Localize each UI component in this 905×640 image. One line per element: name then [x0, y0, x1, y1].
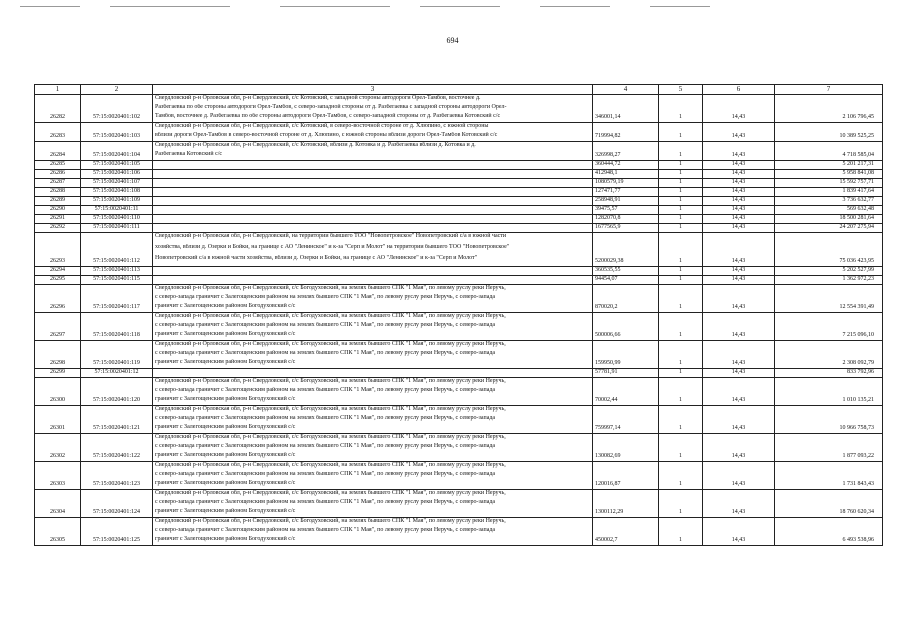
rate-value: 14,43 — [703, 94, 775, 122]
rate-value: 14,43 — [703, 377, 775, 405]
location-description — [153, 94, 593, 122]
area-value: 1677565,9 — [593, 223, 659, 232]
cadastral-value: 1 731 843,43 — [775, 461, 883, 489]
description-line: хозяйства, вблизи д. Озерки и Бойки, на границе с АО "Ленинское" и к-за "Серп и Молот" на территории бывшего ТОО "Новопетровское" — [155, 243, 510, 250]
rate-value: 14,43 — [703, 214, 775, 223]
coefficient-value: 1 — [659, 196, 703, 205]
rate-value: 14,43 — [703, 232, 775, 266]
description-line: Новопетровский с/а в южной части хозяйства, вблизи д. Озерки и Бойки, на границе с АО "Ленинское" и к-за "Серп и Молот" — [155, 254, 478, 261]
location-description — [153, 214, 593, 223]
area-value: 258948,91 — [593, 196, 659, 205]
coefficient-value: 1 — [659, 517, 703, 545]
row-number: 26292 — [35, 223, 81, 232]
area-value: 346001,14 — [593, 94, 659, 122]
row-number: 26299 — [35, 368, 81, 377]
table-row — [35, 284, 883, 312]
row-number: 26283 — [35, 122, 81, 141]
cadastral-number: 57:15:0020401:110 — [81, 214, 153, 223]
table-row — [35, 187, 883, 196]
cadastral-value: 1 010 135,21 — [775, 377, 883, 405]
cadastral-value: 1 877 093,22 — [775, 433, 883, 461]
coefficient-value: 1 — [659, 232, 703, 266]
description-line: Свердловский р-н Орловская обл, р-н Свердловский, с/с Богодуховский, на землях бывшего СПК "1 Мая", по левому руслу реки Неручь, — [155, 377, 506, 384]
cadastral-number: 57:15:0020401:12 — [81, 368, 153, 377]
table-row — [35, 223, 883, 232]
scan-artifact-line — [420, 6, 500, 7]
location-description — [153, 405, 593, 433]
location-description — [153, 340, 593, 368]
location-description — [153, 377, 593, 405]
row-number: 26303 — [35, 461, 81, 489]
table-row — [35, 160, 883, 169]
table-row — [35, 214, 883, 223]
column-header: 5 — [659, 85, 703, 95]
area-value: 1282070,8 — [593, 214, 659, 223]
row-number: 26300 — [35, 377, 81, 405]
area-value: 5200029,38 — [593, 232, 659, 266]
scan-artifact-line — [650, 6, 710, 7]
area-value: 70002,44 — [593, 377, 659, 405]
coefficient-value: 1 — [659, 141, 703, 160]
cadastral-number: 57:15:0020401:104 — [81, 141, 153, 160]
row-number: 26287 — [35, 178, 81, 187]
description-line: граничит с Залегощенским районом Богодуховский с/с — [155, 507, 296, 514]
area-value: 412948,1 — [593, 169, 659, 178]
rate-value: 14,43 — [703, 160, 775, 169]
description-line: граничит с Залегощенским районом Богодуховский с/с — [155, 423, 296, 430]
location-description — [153, 223, 593, 232]
area-value: 127471,77 — [593, 187, 659, 196]
row-number: 26294 — [35, 266, 81, 275]
description-line: Свердловский р-н Орловская обл, р-н Свердловский, с/с Богодуховский, на землях бывшего СПК "1 Мая", по левому руслу реки Неручь, — [155, 405, 506, 412]
coefficient-value: 1 — [659, 489, 703, 517]
rate-value: 14,43 — [703, 205, 775, 214]
cadastral-value: 833 792,96 — [775, 368, 883, 377]
description-line: с северо-запада граничит с Залегощенским районом на землях бывшего СПК "1 Мая", по левому руслу реки Неручь, с северо-запада — [155, 386, 496, 393]
column-header: 1 — [35, 85, 81, 95]
cadastral-value: 1 839 417,64 — [775, 187, 883, 196]
cadastral-number: 57:15:0020401:11 — [81, 205, 153, 214]
location-description — [153, 266, 593, 275]
area-value: 719994,82 — [593, 122, 659, 141]
cadastral-value: 4 718 585,04 — [775, 141, 883, 160]
table-row — [35, 122, 883, 141]
coefficient-value: 1 — [659, 223, 703, 232]
cadastral-value: 5 958 841,08 — [775, 169, 883, 178]
location-description — [153, 178, 593, 187]
description-line: с северо-запада граничит с Залегощенским районом на землях бывшего СПК "1 Мая", по левому руслу реки Неручь, с северо-запада — [155, 349, 496, 356]
column-header: 4 — [593, 85, 659, 95]
location-description — [153, 284, 593, 312]
cadastral-value: 1 362 972,23 — [775, 275, 883, 284]
coefficient-value: 1 — [659, 187, 703, 196]
table-row — [35, 340, 883, 368]
rate-value: 14,43 — [703, 275, 775, 284]
location-description — [153, 160, 593, 169]
row-number: 26305 — [35, 517, 81, 545]
cadastral-number: 57:15:0020401:102 — [81, 94, 153, 122]
description-line: с северо-запада граничит с Залегощенским районом на землях бывшего СПК "1 Мая", по левому руслу реки Неручь, с северо-запада — [155, 470, 496, 477]
scan-artifact-line — [110, 6, 230, 7]
location-description — [153, 196, 593, 205]
rate-value: 14,43 — [703, 187, 775, 196]
table-row — [35, 169, 883, 178]
description-line: с северо-запада граничит с Залегощенским районом на землях бывшего СПК "1 Мая", по левому руслу реки Неручь, с северо-запада — [155, 321, 496, 328]
rate-value: 14,43 — [703, 141, 775, 160]
coefficient-value: 1 — [659, 160, 703, 169]
cadastral-number: 57:15:0020401:115 — [81, 275, 153, 284]
location-description — [153, 205, 593, 214]
row-number: 26290 — [35, 205, 81, 214]
location-description — [153, 141, 593, 160]
cadastral-number: 57:15:0020401:105 — [81, 160, 153, 169]
table-row — [35, 141, 883, 160]
table-row — [35, 232, 883, 266]
cadastral-value: 6 493 538,96 — [775, 517, 883, 545]
cadastral-value: 569 632,48 — [775, 205, 883, 214]
table-row — [35, 275, 883, 284]
area-value: 57781,91 — [593, 368, 659, 377]
cadastral-number: 57:15:0020401:117 — [81, 284, 153, 312]
description-line: граничит с Залегощенским районом Богодуховский с/с — [155, 358, 296, 365]
coefficient-value: 1 — [659, 214, 703, 223]
cadastral-value: 75 036 423,95 — [775, 232, 883, 266]
cadastral-number: 57:15:0020401:108 — [81, 187, 153, 196]
location-description — [153, 169, 593, 178]
location-description — [153, 517, 593, 545]
rate-value: 14,43 — [703, 178, 775, 187]
area-value: 39475,57 — [593, 205, 659, 214]
description-line: Тамбов, восточнее д. Разбегаевка по обе стороны автодороги Орел-Тамбов, с северо-западной стороны от д. Разбегаевка Котовский с/с — [155, 112, 501, 119]
area-value: 94454,07 — [593, 275, 659, 284]
coefficient-value: 1 — [659, 205, 703, 214]
location-description — [153, 275, 593, 284]
description-line: Разбегаевка по обе стороны автодороги Орел-Тамбов, с северо-западной стороны от д. Разбегаевка с западной стороны автодороги Орел- — [155, 103, 507, 110]
scan-artifact-line — [20, 6, 80, 7]
cadastral-value: 2 106 796,45 — [775, 94, 883, 122]
area-value: 159950,99 — [593, 340, 659, 368]
table-row — [35, 266, 883, 275]
description-line: с северо-запада граничит с Залегощенским районом на землях бывшего СПК "1 Мая", по левому руслу реки Неручь, с северо-запада — [155, 526, 496, 533]
description-line: Свердловский р-н Орловская обл, р-н Свердловский, с/с Котовский, в северо-восточной стороне от д. Хлюпино, с южной стороны — [155, 122, 489, 129]
row-number: 26298 — [35, 340, 81, 368]
column-header: 3 — [153, 85, 593, 95]
row-number: 26295 — [35, 275, 81, 284]
description-line: Свердловский р-н Орловская обл, р-н Свердловский, с/с Котовский, с западной стороны автодороги Орел-Тамбов, восточнее д. — [155, 94, 481, 101]
cadastral-number: 57:15:0020401:112 — [81, 232, 153, 266]
description-line: Свердловский р-н Орловская обл, р-н Свердловский, с/с Богодуховский, на землях бывшего СПК "1 Мая", по левому руслу реки Неручь, — [155, 433, 506, 440]
area-value: 500006,66 — [593, 312, 659, 340]
coefficient-value: 1 — [659, 312, 703, 340]
coefficient-value: 1 — [659, 340, 703, 368]
coefficient-value: 1 — [659, 284, 703, 312]
rate-value: 14,43 — [703, 266, 775, 275]
cadastral-number: 57:15:0020401:109 — [81, 196, 153, 205]
description-line: граничит с Залегощенским районом Богодуховский с/с — [155, 479, 296, 486]
description-line: Свердловский р-н Орловская обл, р-н Свердловский, на территории бывшего ТОО "Новопетровское" Новопетровский с/а в южной части — [155, 232, 507, 239]
rate-value: 14,43 — [703, 196, 775, 205]
row-number: 26286 — [35, 169, 81, 178]
row-number: 26293 — [35, 232, 81, 266]
cadastral-number: 57:15:0020401:120 — [81, 377, 153, 405]
table-row — [35, 368, 883, 377]
cadastral-value: 2 308 092,79 — [775, 340, 883, 368]
row-number: 26285 — [35, 160, 81, 169]
table-row — [35, 205, 883, 214]
description-line: Свердловский р-н Орловская обл, р-н Свердловский, с/с Богодуховский, на землях бывшего СПК "1 Мая", по левому руслу реки Неручь, — [155, 312, 506, 319]
column-header: 6 — [703, 85, 775, 95]
cadastral-number: 57:15:0020401:103 — [81, 122, 153, 141]
row-number: 26302 — [35, 433, 81, 461]
description-line: с северо-запада граничит с Залегощенским районом на землях бывшего СПК "1 Мая", по левому руслу реки Неручь, с северо-запада — [155, 498, 496, 505]
land-registry-table — [34, 84, 883, 546]
row-number: 26288 — [35, 187, 81, 196]
coefficient-value: 1 — [659, 461, 703, 489]
header-row — [35, 85, 883, 95]
area-value: 130082,69 — [593, 433, 659, 461]
location-description — [153, 312, 593, 340]
cadastral-number: 57:15:0020401:106 — [81, 169, 153, 178]
rate-value: 14,43 — [703, 461, 775, 489]
rate-value: 14,43 — [703, 368, 775, 377]
area-value: 450002,7 — [593, 517, 659, 545]
cadastral-value: 18 760 620,34 — [775, 489, 883, 517]
table-row — [35, 94, 883, 122]
column-header: 7 — [775, 85, 883, 95]
table-row — [35, 433, 883, 461]
area-value: 759997,14 — [593, 405, 659, 433]
cadastral-number: 57:15:0020401:119 — [81, 340, 153, 368]
row-number: 26301 — [35, 405, 81, 433]
description-line: граничит с Залегощенским районом Богодуховский с/с — [155, 302, 296, 309]
rate-value: 14,43 — [703, 517, 775, 545]
cadastral-number: 57:15:0020401:125 — [81, 517, 153, 545]
rate-value: 14,43 — [703, 312, 775, 340]
area-value: 1080579,19 — [593, 178, 659, 187]
table-body — [35, 85, 883, 546]
coefficient-value: 1 — [659, 405, 703, 433]
cadastral-number: 57:15:0020401:124 — [81, 489, 153, 517]
area-value: 120016,87 — [593, 461, 659, 489]
rate-value: 14,43 — [703, 122, 775, 141]
description-line: Свердловский р-н Орловская обл, р-н Свердловский, с/с Богодуховский, на землях бывшего СПК "1 Мая", по левому руслу реки Неручь, — [155, 461, 506, 468]
coefficient-value: 1 — [659, 275, 703, 284]
rate-value: 14,43 — [703, 169, 775, 178]
page-number: 694 — [446, 36, 459, 45]
location-description — [153, 368, 593, 377]
rate-value: 14,43 — [703, 433, 775, 461]
location-description — [153, 461, 593, 489]
rate-value: 14,43 — [703, 405, 775, 433]
description-line: вблизи дороги Орел-Тамбов в северо-восточной стороне от д. Хлюпино, с южной стороны вблизи дороги Орел-Тамбов Котовский с/с — [155, 131, 498, 138]
description-line: Свердловский р-н Орловская обл, р-н Свердловский, с/с Богодуховский, на землях бывшего СПК "1 Мая", по левому руслу реки Неручь, — [155, 340, 506, 347]
coefficient-value: 1 — [659, 266, 703, 275]
table-row — [35, 196, 883, 205]
location-description — [153, 433, 593, 461]
description-line: Свердловский р-н Орловская обл, р-н Свердловский, с/с Богодуховский, на землях бывшего СПК "1 Мая", по левому руслу реки Неручь, — [155, 517, 506, 524]
coefficient-value: 1 — [659, 94, 703, 122]
cadastral-number: 57:15:0020401:118 — [81, 312, 153, 340]
cadastral-value: 24 207 275,94 — [775, 223, 883, 232]
description-line: Разбегаевка Котовский с/с — [155, 150, 223, 157]
row-number: 26282 — [35, 94, 81, 122]
cadastral-number: 57:15:0020401:111 — [81, 223, 153, 232]
cadastral-number: 57:15:0020401:113 — [81, 266, 153, 275]
row-number: 26291 — [35, 214, 81, 223]
description-line: Свердловский р-н Орловская обл, р-н Свердловский, с/с Богодуховский, на землях бывшего СПК "1 Мая", по левому руслу реки Неручь, — [155, 489, 506, 496]
description-line: граничит с Залегощенским районом Богодуховский с/с — [155, 451, 296, 458]
location-description — [153, 187, 593, 196]
description-line: с северо-запада граничит с Залегощенским районом на землях бывшего СПК "1 Мая", по левому руслу реки Неручь, с северо-запада — [155, 442, 496, 449]
cadastral-value: 12 554 391,49 — [775, 284, 883, 312]
row-number: 26297 — [35, 312, 81, 340]
area-value: 326998,27 — [593, 141, 659, 160]
table-row — [35, 312, 883, 340]
coefficient-value: 1 — [659, 169, 703, 178]
area-value: 870020,2 — [593, 284, 659, 312]
row-number: 26304 — [35, 489, 81, 517]
rate-value: 14,43 — [703, 223, 775, 232]
cadastral-value: 5 201 217,31 — [775, 160, 883, 169]
scan-artifact-line — [280, 6, 390, 7]
location-description — [153, 232, 593, 266]
row-number: 26289 — [35, 196, 81, 205]
location-description — [153, 489, 593, 517]
description-line: граничит с Залегощенским районом Богодуховский с/с — [155, 535, 296, 542]
cadastral-number: 57:15:0020401:121 — [81, 405, 153, 433]
rate-value: 14,43 — [703, 489, 775, 517]
description-line: с северо-запада граничит с Залегощенским районом на землях бывшего СПК "1 Мая", по левому руслу реки Неручь, с северо-запада — [155, 414, 496, 421]
row-number: 26284 — [35, 141, 81, 160]
cadastral-value: 3 736 632,77 — [775, 196, 883, 205]
cadastral-number: 57:15:0020401:107 — [81, 178, 153, 187]
coefficient-value: 1 — [659, 433, 703, 461]
description-line: граничит с Залегощенским районом Богодуховский с/с — [155, 395, 296, 402]
area-value: 360535,55 — [593, 266, 659, 275]
cadastral-number: 57:15:0020401:122 — [81, 433, 153, 461]
table-row — [35, 405, 883, 433]
cadastral-value: 15 592 757,71 — [775, 178, 883, 187]
description-line: Свердловский р-н Орловская обл, р-н Свердловский, с/с Богодуховский, на землях бывшего СПК "1 Мая", по левому руслу реки Неручь, — [155, 284, 506, 291]
description-line: граничит с Залегощенским районом Богодуховский с/с — [155, 330, 296, 337]
cadastral-value: 5 202 527,99 — [775, 266, 883, 275]
coefficient-value: 1 — [659, 377, 703, 405]
description-line: Свердловский р-н Орловская обл, р-н Свердловский, с/с Котовский, вблизи д. Котовка и д. Разбегаевка вблизи д. Котовка и д. — [155, 141, 476, 148]
location-description — [153, 122, 593, 141]
row-number: 26296 — [35, 284, 81, 312]
table-row — [35, 489, 883, 517]
table-row — [35, 461, 883, 489]
rate-value: 14,43 — [703, 340, 775, 368]
cadastral-value: 7 215 096,10 — [775, 312, 883, 340]
scan-artifact-line — [540, 6, 610, 7]
coefficient-value: 1 — [659, 178, 703, 187]
area-value: 360444,72 — [593, 160, 659, 169]
table-row — [35, 517, 883, 545]
coefficient-value: 1 — [659, 122, 703, 141]
coefficient-value: 1 — [659, 368, 703, 377]
column-header: 2 — [81, 85, 153, 95]
cadastral-number: 57:15:0020401:123 — [81, 461, 153, 489]
table-row — [35, 377, 883, 405]
cadastral-value: 18 500 281,64 — [775, 214, 883, 223]
area-value: 1300112,29 — [593, 489, 659, 517]
cadastral-value: 10 966 758,73 — [775, 405, 883, 433]
table-row — [35, 178, 883, 187]
rate-value: 14,43 — [703, 284, 775, 312]
cadastral-value: 10 389 525,25 — [775, 122, 883, 141]
description-line: с северо-запада граничит с Залегощенским районом на землях бывшего СПК "1 Мая", по левому руслу реки Неручь, с северо-запада — [155, 293, 496, 300]
